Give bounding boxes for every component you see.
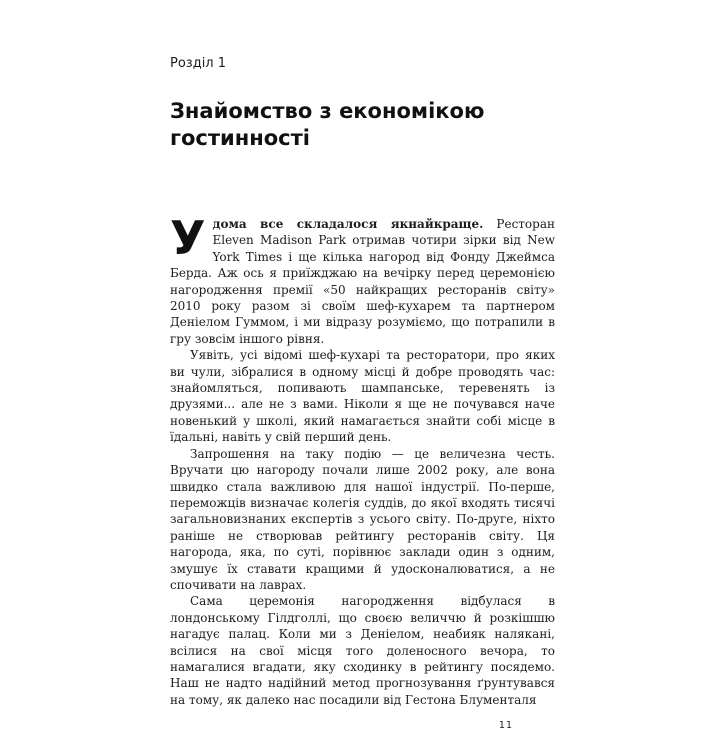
intro-paragraph <box>170 211 555 347</box>
intro-bold-lead: дома все складалося якнайкраще. <box>212 217 484 231</box>
text-column <box>170 56 555 731</box>
paragraph: Уявіть, усі відомі шеф-кухарі та ресторатори, про яких ви чули, зібралися в одному місці й добре проводять час: знайомляться, попивають шампанське, теревенять із друзями... але не з вами. Ніколи я ще не почувався наче новенький у школі, який намагається знайти собі місце в їдальні, навіть у свій перший день. <box>170 348 555 445</box>
chapter-label: Розділ 1 <box>170 56 227 71</box>
page-number: 11 <box>498 720 513 731</box>
drop-cap: У <box>170 211 206 265</box>
paragraph: Сама церемонія нагородження відбулася в лондонському Гілдголлі, що своєю величчю й розкішшю нагадує палац. Коли ми з Деніелом, неабияк налякані, всілися на свої місця того доленосного вечора, то намагалися вгадати, яку сходинку в рейтингу посядемо. Наш не надто надійний метод прогнозування ґрунтувався на тому, як далеко нас посадили від Гестона Блументаля <box>170 594 555 707</box>
intro-text: Ресторан Eleven Madison Park отримав чотири зірки від New York Times і ще кілька нагород від Фонду Джеймса Берда. Аж ось я приїжджаю на вечірку перед церемонією нагородження премії «50 найкращих ресторанів світу» 2010 року разом зі своїм шеф-кухарем та партнером Деніелом Гуммом, і ми відразу розуміємо, що потрапили в гру зовсім іншого рівня. <box>170 217 555 346</box>
paragraph: Запрошення на таку подію — це величезна честь. Вручати цю нагороду почали лише 2002 року, але вона швидко стала важливою для нашої індустрії. По-перше, переможців визначає колегія суддів, до якої входять тисячі загальновизнаних експертів з усього світу. По-друге, ніхто раніше не створював рейтингу ресторанів світу. Ця нагорода, яка, по суті, порівнює заклади один з одним, змушує їх ставати кращими й удосконалюватися, а не спочивати на лаврах. <box>170 446 555 592</box>
chapter-title: Знайомство з економікою гостинності <box>170 99 485 150</box>
